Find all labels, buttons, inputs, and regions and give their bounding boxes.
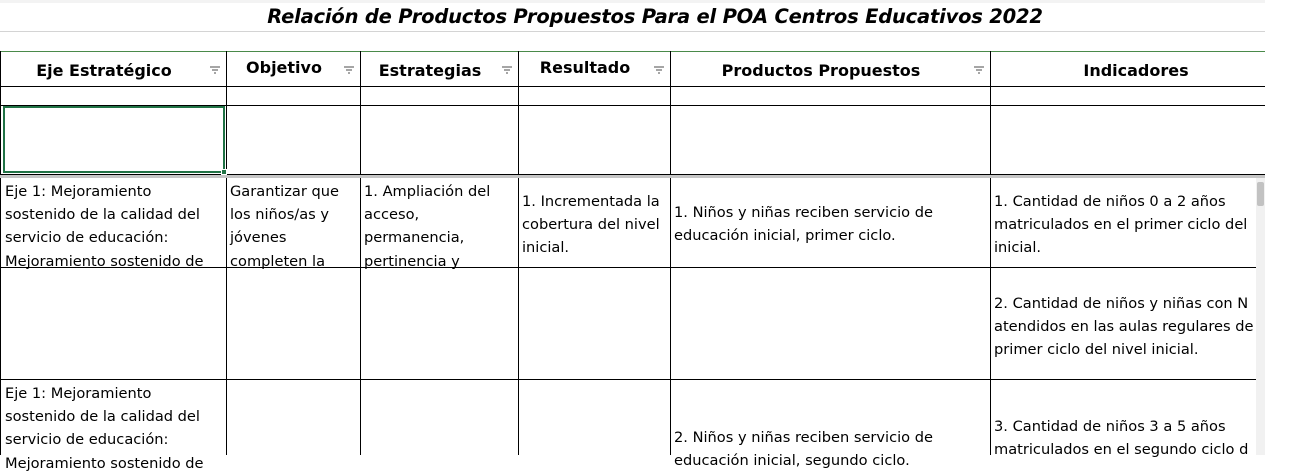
header-estrategias[interactable]: Estrategias	[378, 61, 482, 80]
header-top-border	[0, 51, 1265, 52]
cell-indicadores[interactable]: 1. Cantidad de niños 0 a 2 años matriculados en el primer ciclo del inicial.	[994, 193, 1248, 257]
header-resultado[interactable]: Resultado	[539, 58, 631, 77]
cell-estrategias[interactable]: 1. Ampliación del acceso, permanencia, pertinencia y	[364, 183, 491, 270]
header-objetivo[interactable]: Objetivo	[246, 58, 322, 77]
filter-dropdown-icon[interactable]	[972, 64, 986, 76]
freeze-pane-divider	[0, 175, 1265, 178]
cell-eje[interactable]: Eje 1: Mejoramiento sostenido de la calidad del servicio de educación: Mejoramiento sostenido de	[5, 183, 204, 270]
scrollbar-thumb[interactable]	[1257, 182, 1264, 206]
cell-indicadores[interactable]: 3. Cantidad de niños 3 a 5 años matriculados en el segundo ciclo d	[994, 418, 1249, 459]
col-border	[518, 51, 519, 455]
col-border	[226, 51, 227, 455]
cell-objetivo[interactable]: Garantizar que los niños/as y jóvenes completen la	[230, 183, 339, 270]
cell-productos[interactable]: 2. Niños y niñas reciben servicio de educación inicial, segundo ciclo.	[674, 429, 933, 470]
filter-dropdown-icon[interactable]	[208, 64, 222, 76]
sheet-title[interactable]: Relación de Productos Propuestos Para el POA Centros Educativos 2022	[267, 5, 1043, 28]
vertical-scrollbar[interactable]	[1256, 178, 1265, 455]
filter-dropdown-icon[interactable]	[652, 64, 666, 76]
cell-eje[interactable]: Eje 1: Mejoramiento sostenido de la calidad del servicio de educación: Mejoramiento sostenido de	[5, 385, 204, 472]
header-productos-propuestos[interactable]: Productos Propuestos	[721, 61, 921, 80]
gridline	[0, 31, 1265, 32]
cell-indicadores[interactable]: 2. Cantidad de niños y niñas con N atendidos en las aulas regulares de primer ciclo del nivel inicial.	[994, 295, 1254, 359]
filter-dropdown-icon[interactable]	[342, 64, 356, 76]
col-border	[360, 51, 361, 455]
col-border	[990, 51, 991, 455]
cell-productos[interactable]: 1. Niños y niñas reciben servicio de educación inicial, primer ciclo.	[674, 204, 933, 245]
col-border	[670, 51, 671, 455]
header-indicadores[interactable]: Indicadores	[1083, 61, 1189, 80]
header-bottom-border	[0, 86, 1265, 87]
row-border	[0, 379, 1265, 380]
active-cell-selection[interactable]	[3, 106, 225, 173]
filter-dropdown-icon[interactable]	[500, 64, 514, 76]
col-border	[0, 51, 1, 455]
cell-resultado[interactable]: 1. Incrementada la cobertura del nivel inicial.	[522, 193, 660, 257]
header-eje-estrategico[interactable]: Eje Estratégico	[36, 61, 172, 80]
